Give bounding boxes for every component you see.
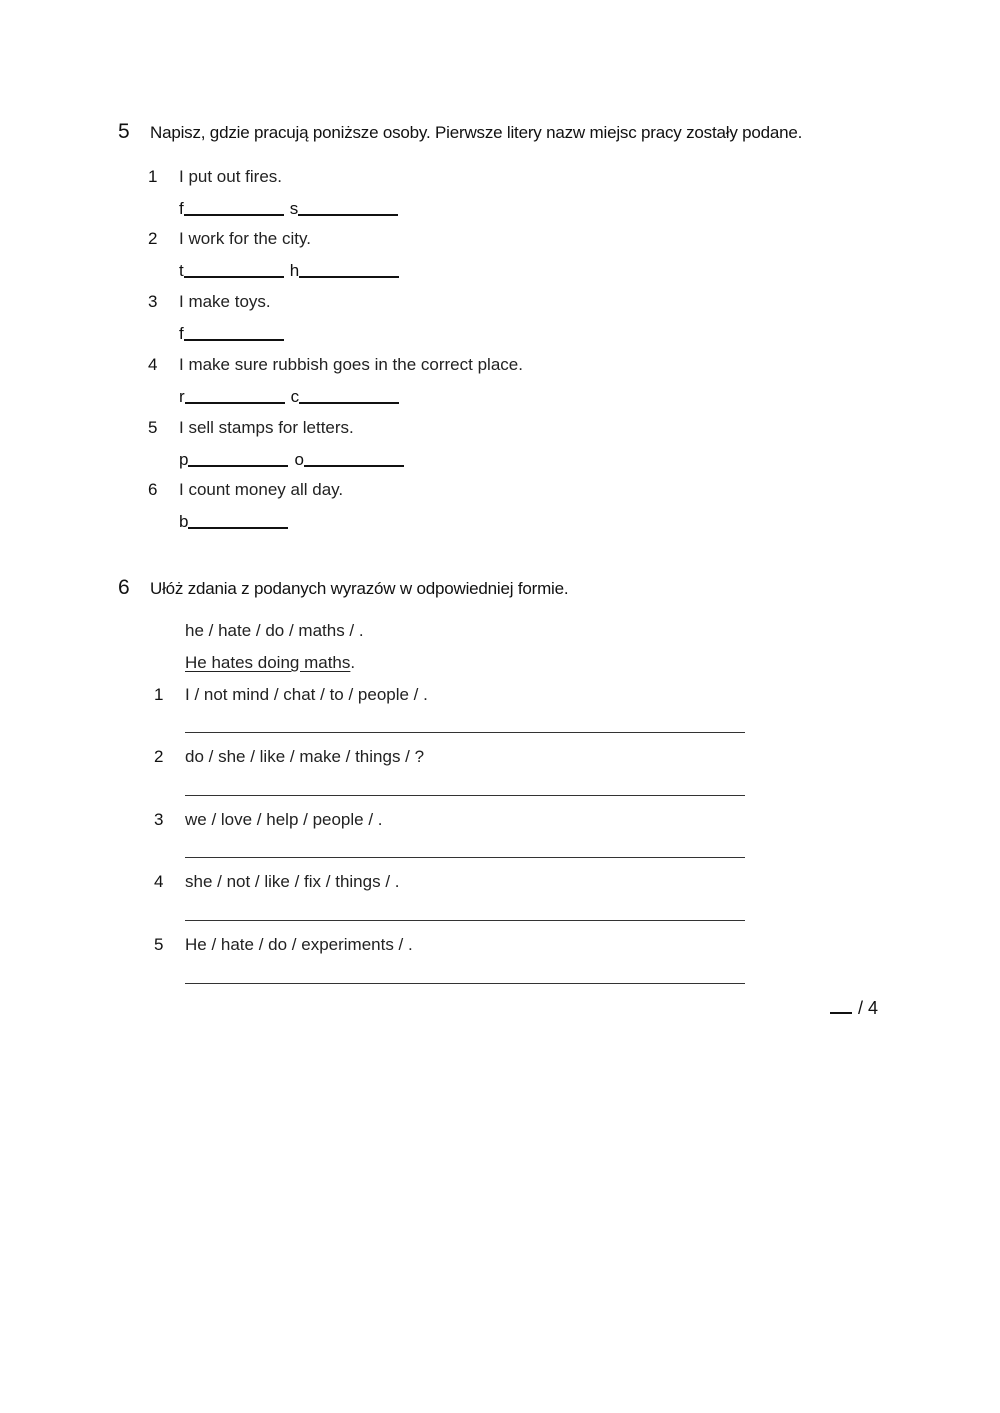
ex5-answer-1	[179, 199, 404, 219]
hint-letter: b	[179, 512, 189, 531]
answer-blank[interactable]	[179, 199, 284, 219]
ex6-item-text: she / not / like / fix / things / .	[185, 872, 400, 891]
hint-letter: p	[179, 450, 189, 469]
ex6-item-1	[154, 685, 428, 705]
answer-blank[interactable]	[294, 450, 403, 470]
ex5-item-2	[148, 229, 311, 249]
hint-letter: s	[289, 199, 299, 218]
hint-letter: t	[179, 261, 184, 280]
score-blank[interactable]	[830, 1011, 852, 1014]
answer-blank[interactable]	[179, 387, 285, 407]
ex6-answer-line-3[interactable]	[185, 857, 745, 858]
example-answer	[185, 653, 355, 673]
blank-line	[188, 464, 288, 467]
ex5-item-number: 5	[148, 418, 158, 437]
answer-blank[interactable]	[179, 450, 288, 470]
answer-blank[interactable]	[179, 512, 288, 532]
hint-letter: c	[290, 387, 300, 406]
ex5-item-3	[148, 292, 271, 312]
hint-letter: r	[179, 387, 185, 406]
ex5-item-6	[148, 480, 343, 500]
ex5-item-text: I put out fires.	[179, 167, 282, 186]
ex6-item-number: 3	[154, 810, 164, 829]
ex5-answer-4	[179, 387, 405, 407]
exercise-5-number: 5	[118, 120, 130, 143]
hint-letter: f	[179, 199, 184, 218]
ex5-item-number: 1	[148, 167, 158, 186]
hint-letter: h	[289, 261, 300, 280]
ex5-answer-5	[179, 450, 410, 470]
ex5-item-text: I count money all day.	[179, 480, 344, 499]
blank-line	[298, 213, 398, 216]
ex6-answer-line-5[interactable]	[185, 983, 745, 984]
blank-line	[304, 464, 404, 467]
answer-blank[interactable]	[179, 261, 284, 281]
ex6-item-text: we / love / help / people / .	[185, 810, 383, 829]
blank-line	[184, 338, 284, 341]
answer-blank[interactable]	[291, 387, 400, 407]
ex6-item-number: 5	[154, 935, 164, 954]
example-answer-period: .	[350, 653, 356, 672]
ex5-item-4	[148, 355, 523, 375]
ex6-item-number: 2	[154, 747, 164, 766]
ex5-item-text: I make sure rubbish goes in the correct place.	[179, 355, 523, 374]
ex6-answer-line-1[interactable]	[185, 732, 745, 733]
example-prompt: he / hate / do / maths / .	[185, 621, 364, 640]
blank-line	[184, 275, 284, 278]
ex5-item-1	[148, 167, 282, 187]
exercise-5-header	[118, 120, 802, 144]
ex5-item-text: I work for the city.	[179, 229, 311, 248]
ex5-answer-3	[179, 324, 290, 344]
answer-blank[interactable]	[290, 261, 399, 281]
ex6-item-text: He / hate / do / experiments / .	[185, 935, 413, 954]
ex6-item-text: do / she / like / make / things / ?	[185, 747, 425, 766]
ex5-item-number: 3	[148, 292, 158, 311]
ex6-item-text: I / not mind / chat / to / people / .	[185, 685, 428, 704]
blank-line	[188, 526, 288, 529]
ex6-item-number: 4	[154, 872, 164, 891]
ex5-item-text: I sell stamps for letters.	[179, 418, 354, 437]
ex6-item-4	[154, 872, 399, 892]
ex5-item-number: 6	[148, 480, 158, 499]
ex5-answer-6	[179, 512, 294, 532]
ex6-item-3	[154, 810, 383, 830]
exercise-6-header	[118, 576, 568, 600]
example-answer-text: He hates doing maths	[185, 653, 351, 672]
ex6-item-2	[154, 747, 424, 767]
blank-line	[299, 275, 399, 278]
exercise-6-number: 6	[118, 576, 130, 599]
ex5-answer-2	[179, 261, 405, 281]
hint-letter: o	[294, 450, 304, 469]
ex5-item-number: 2	[148, 229, 158, 248]
answer-blank[interactable]	[290, 199, 399, 219]
hint-letter: f	[179, 324, 184, 343]
ex5-item-number: 4	[148, 355, 158, 374]
ex6-answer-line-4[interactable]	[185, 920, 745, 921]
exercise-6-instruction: Ułóż zdania z podanych wyrazów w odpowiedniej formie.	[150, 579, 569, 598]
exercise-5-instruction: Napisz, gdzie pracują poniższe osoby. Pierwsze litery nazw miejsc pracy zostały podane.	[150, 123, 803, 142]
ex5-item-text: I make toys.	[179, 292, 271, 311]
blank-line	[299, 401, 399, 404]
ex6-item-5	[154, 935, 413, 955]
score-box	[830, 998, 878, 1019]
blank-line	[184, 213, 284, 216]
ex5-item-5	[148, 418, 354, 438]
ex6-answer-line-2[interactable]	[185, 795, 745, 796]
score-total: / 4	[858, 998, 879, 1018]
blank-line	[185, 401, 285, 404]
ex6-item-number: 1	[154, 685, 164, 704]
answer-blank[interactable]	[179, 324, 284, 344]
